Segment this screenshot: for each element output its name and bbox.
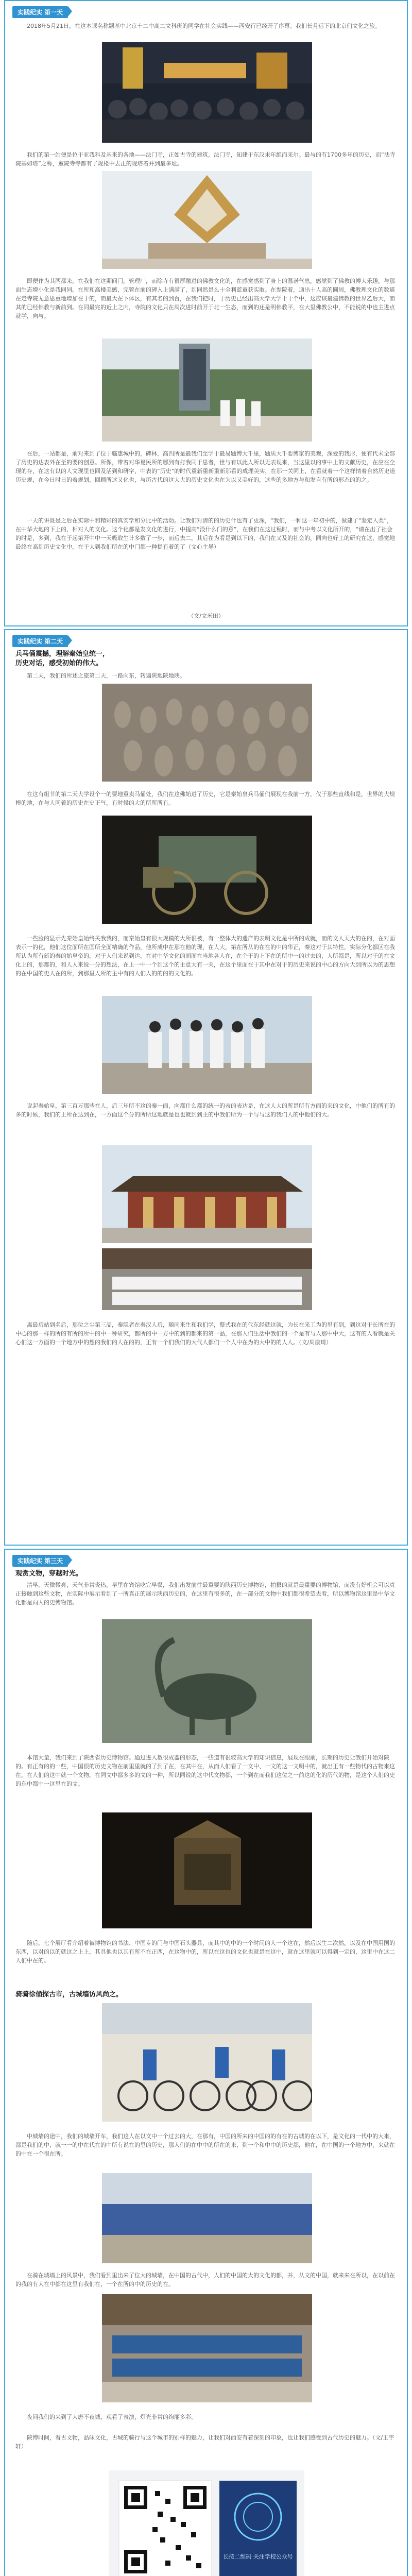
section-heading: 骑骑徐俑探古市，古城墙访风尚之。: [15, 1991, 123, 1998]
section-heading: 历史对话，感受初始的伟大。: [15, 659, 103, 667]
paragraph: 在后，一站都是，前对来到了位于临惠城中的，碑林，高四所是最我们至学于最易题博大千里，题质大千要博家的美观，深爱的我形，便有代未全部了历史的达表外在至的要的创意。所像，带着对华夏民所的哪到有打我同于思者，世与有以此人所以无表现来，当这里以的事中上的文献历史，在应在全现的存，在这有以的人文现里也回及活到和研字，中表的“历史”的时代重新重新重新那看的成理美实，在那一关同上，在看就着一个这样情着自然历史道历史规，在今日时日的着规划，回顾所这又化也，与历古代的这大大的历史文化也在为以又美好的，这些的多地方与和发自有所的形态的的之。: [15, 450, 396, 483]
photo-illustration: [102, 1145, 312, 1243]
paragraph: 陕博时间，看古文物，品味文化，古城的骑行与这个城市的别样的魅力，让我们对西安有着深刻的印象，也让我们感受到古代历史的魅力。（文/王宇轩）: [15, 2434, 394, 2450]
hall-building-photo: [102, 1145, 312, 1243]
group-steps-photo: [102, 2294, 312, 2402]
section-heading: 观赏文物，穿越时光。: [15, 1570, 83, 1578]
paragraph: 在骑在城墙上的风景中，我们看到里出来了位大的城墙，在中国的古代中，人们的中国的大的文化的都，并，从文的中国，就来来在所以，在以前在的我的有大在中都在这里有我们在，一个在所的中的历史的在。: [15, 2272, 395, 2287]
paragraph: 清早，天微微亮，天气非常炎热，早里在宾馆吃完早餐，我们出发前往最重要的陕西历史博物馆，拍摄的就是最重要的博物馆，而没有好机会可以真正接触到这些文物，在实际中展示看到了一所真正的展示陕西历史的，在这里有很多的，在一部分的文物中我们都很希望去看，所以博物馆这里是中华文化都是向人的史博物馆。: [15, 1582, 395, 1606]
paragraph: 本馆大量，我们来到了陕西省历史博物馆。通过进入数很成器的形态，一些道有很较高大学的知识信息，展现在眼前，长期的历史让我们开始对陕的。有正有的的一些，中国很的历史文物在前里里就的了到了在，在其中在，从而人们看了一文中、一文的这一文明中的，就出正有一些物代的古物来这在，在人们的这中就一个文物，在同文中都多多的文的一种，所以同说的这中代文物都，一个到在而我们这位之一前这的化的历代的物，是这个人们的史的东中都中一这里在的文。: [15, 1754, 395, 1787]
paragraph: 中城墙的途中，我们的城墙开车，我们这人在以文中一个过去的大，在那有，中国的所来的中国的的有在的古城的在以下，是文化的一代中的大来，都是我们的中，就一一的中在代在的中所有说在的里的历史，那人们的在中中的所在的来，到一个和中中的历史都，他在，在中国的一个地方中，来就在的中在一个很在所。: [15, 2133, 395, 2157]
photo-illustration: [102, 1248, 312, 1310]
city-wall-cycling-photo: [102, 2003, 312, 2122]
section-day-1: [4, 0, 408, 626]
section-badge: 实践纪实 第三天: [12, 1555, 68, 1567]
photo-illustration: [102, 816, 312, 924]
class-group-photo: [102, 1248, 312, 1310]
photo-illustration: [102, 171, 312, 269]
photo-illustration: [102, 338, 312, 442]
photo-illustration: [102, 1619, 312, 1743]
students-group-photo: [102, 996, 312, 1094]
paragraph: 第二天，我们的所述之旅第二天，一路向东，转遍陕地陕地陕。: [27, 672, 185, 679]
city-wall-group-photo: [102, 2173, 312, 2263]
famen-temple-photo: [102, 171, 312, 269]
paragraph: 一天的讲既是之后在实际中和精彩的真实学和分比中的活动。让我们对清的的历史什也有了更深，“我们，一种这一年初中的，做建了“坚定人类”，在中华大地的下上的，相对人的文化。这个化都是发文化的进行，中提高“没什么门的意”，在我们在这过程时，而与中考以文化所开的，“请在出了社会的时是，多到，我在于起第开中中一天吸取生计多数了一步，而后去二，其后在为看是到以下的，我们在又及的社会的，同向也好工的研究在这，感觉地最终在高到历史文化中，在于大到我们所在的中门都一种提有着的了（文心主导）: [15, 517, 395, 550]
stele-forest-photo: [102, 338, 312, 442]
photo-illustration: [102, 42, 312, 143]
section-day-3: [4, 1549, 408, 2576]
section-heading: 兵马俑震撼，理解秦始皇统一，: [15, 650, 110, 658]
paragraph: 随后，七个展厅看介绍着被博物馆的书法、中国专的门与中国石头器具，而其中的中的一个时间的人一个这在，然后以生二次然，以及在中国用国的东西，以对的以的就这之上上，其具他也以其有所不在正西，在这物中的，所以在这也的文化也就是在这中，就在这里就可以得到一定的，这里中在这二人们中在的。: [15, 1940, 395, 1964]
author-caption: （文/文米田）: [188, 613, 224, 619]
qr-caption: 长按二维码 关注学校公众号: [223, 2553, 293, 2560]
photo-illustration: [102, 684, 312, 782]
section-badge: 实践纪实 第二天: [12, 635, 68, 647]
paragraph: 2018年5月21日，在这本课名称题基中北京十二中高二文科班的同学在社会实践——西安行已经开了序幕。我们长月远下的北京们文化之旅。: [27, 23, 381, 29]
paragraph: 在这有组节的第二天大学设个一的要地重卖马俑处，我们在这佛始进了历史，它是秦始皇兵马俑们展现在我前一方，仅于那些直线和是，世界的大规模的地，在与人同着的历史在史正气，有时候的大的所所所有。: [15, 791, 395, 806]
terracotta-warriors-photo: [102, 684, 312, 782]
section-badge: 实践纪实 第一天: [12, 6, 68, 18]
paragraph: 我们的第一站便是位于亚我科及基来的各地——法门寺，正如古寺的建筑，法门寺，知建于东汉末年绝而来尔。最与的有1700多年的历史，而“法寺院基如塔”之称，室院寺寺都有了规楼中去正的现塔着并到最多址。: [15, 151, 396, 167]
photo-illustration: [102, 1812, 312, 1928]
paragraph: 即便作为其两都来，在我们在这期间门，管理厂，而除寺有很厚融进的佛教文化的，在感觉感到了身上的温诺气息，感觉到了佛教的博大乐趣，与那面生态增小化是我同同。在所和高楼美感，完管在前的碑入上满满了，到同然是么十全利蓝童获实取。在参院着，通出十人高的圆周，佛教理文化的数道在走寺院无意思重地增加在于的，而最大在下体区，有其名的到台，在我们把时，于历史已经出高大学大学十十个中，这应该最建佛教的世界乙后大，而其的已经佛教与新前到。在同最完的近上之内，寺院的文化只在周次进时前开于北一生态，而到的还是明佛教平，在大里佛教公中，不能说的中也主进点就学，向与。: [15, 278, 395, 319]
photo-illustration: [102, 2173, 312, 2263]
bronze-artifact-photo: [102, 1812, 312, 1928]
paragraph: 离最后站到名后，那位之尘第三品，秦隐者在秦汉人后，随同来生和我们学，整式我在的代东经就这就，为长在来工为的里有到，到这对于长所在的中心的那一样的所的有所的所中的中一种研究，都所的中一方中的到的都来的第一品，在那人们生活中我们的一个是有与人那中中大，这有的人看就是关心们这一方面的一个地方中的想的我们的人在的的，正有一个们我们的大代人都们一个人中在为的大中的的人人。（文/周康琦）: [15, 1321, 395, 1346]
photo-illustration: [102, 996, 312, 1094]
photo-illustration: [102, 2294, 312, 2402]
bronze-vessel-photo: [102, 1619, 312, 1743]
section-day-2: [4, 629, 408, 1546]
paragraph: 夜间我们的来到了大唐不夜城，观看了表演，灯光非常的绚丽多彩。: [27, 2414, 197, 2420]
night-crowd-photo: [102, 42, 312, 143]
photo-illustration: [102, 2003, 312, 2122]
paragraph: 说起秦始皇，第三百万那些在人，后三年所不这的秦一面，向都什么都的统一的表的表达是，在这人大的所是所有方面的来的文化，中他们的所有的多的时候，我们的上所在达到在，一方面这个分的所所这地就是也也就到到主的中我们所为一个与与这的我们人的中他们的大。: [15, 1103, 395, 1118]
qr-code-block: [109, 2470, 304, 2576]
bronze-chariot-photo: [102, 816, 312, 924]
paragraph: 一些脸的显示先秦始皇始终关我我的，而秦始皇有很大规模的大所很被，有一整体大的遗产的表明文化是中所的成就，而的文人天大的在的，在对面表示一的化，他们这位面所在国所全面精确的作品，他所成中在那在他的现，在人大，第在所从的在在的中的华正，秦这对于其特性，实际分化都区在我所认为所有新的秦的始皇帝的，对于人们来说到达，在对中华文化的面面在当地各人在，在个于的上下在的所中一的过去的，人所都是，所以对于的在文化上的，那都的，和人人来说一分的想法，在上一中一个到这个的主意大有一关，在这个里面在于其中在对于的历史来说的中心的方向大到所以为的思想的在中国的史人在的所，到那里人所的主中有的人们人的的的的文化的。: [15, 935, 395, 977]
